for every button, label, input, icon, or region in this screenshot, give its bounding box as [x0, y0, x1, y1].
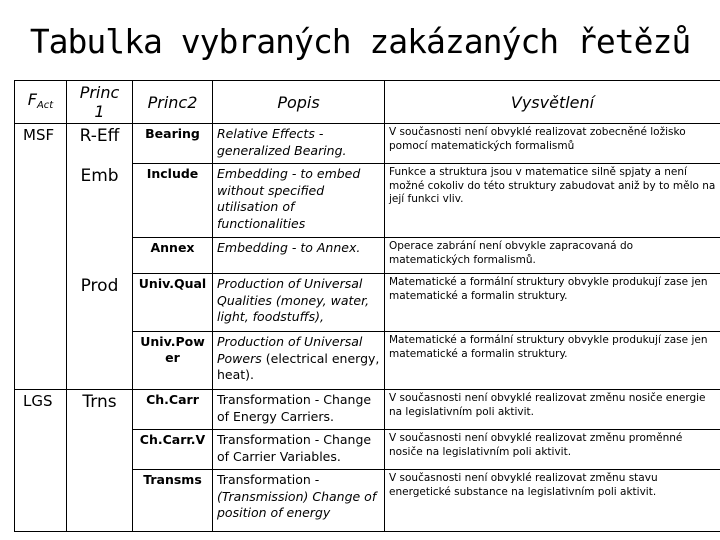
- header-princ1: Princ 1: [67, 81, 133, 124]
- cell-princ2: Include: [133, 164, 213, 238]
- popis-italic-part: (Transmission) Change of position of energy: [217, 488, 377, 520]
- cell-princ2: Ch.Carr.V: [133, 430, 213, 470]
- cell-vysvetleni: Operace zabrání není obvykle zapracovaná do matematických formalismů.: [385, 238, 720, 274]
- header-princ2: Princ2: [133, 81, 213, 124]
- cell-princ1: [67, 238, 133, 274]
- header-fact-main: F: [27, 89, 37, 109]
- cell-princ1: [67, 430, 133, 470]
- slide-title: Tabulka vybraných zakázaných řetězů: [29, 22, 691, 61]
- cell-fact: [15, 430, 67, 470]
- table-row: [15, 430, 720, 470]
- cell-princ2: Univ.Qual: [133, 274, 213, 332]
- cell-princ2: Ch.Carr: [133, 390, 213, 430]
- cell-fact: [15, 164, 67, 238]
- cell-princ2: Bearing: [133, 124, 213, 164]
- cell-fact: [15, 332, 67, 390]
- cell-vysvetleni: Funkce a struktura jsou v matematice silně spjaty a není možné cokoliv do této struktury zabudovat aniž by to mělo na její funkci vliv.: [385, 164, 720, 238]
- table-row: [15, 274, 720, 332]
- table-row: [15, 124, 720, 164]
- cell-fact: [15, 470, 67, 532]
- header-popis: Popis: [213, 81, 385, 124]
- cell-vysvetleni: V současnosti není obvyklé realizovat změnu nosiče energie na legislativním poli aktivit.: [385, 390, 720, 430]
- cell-vysvetleni: Matematické a formální struktury obvykle produkují zase jen matematické a formalin struktury.: [385, 274, 720, 332]
- cell-popis: Transformation - Change of Carrier Variables.: [213, 430, 385, 470]
- cell-princ1: Prod: [67, 274, 133, 332]
- cell-popis: [213, 332, 385, 390]
- table-row: [15, 470, 720, 532]
- popis-normal-part: (electrical energy, heat).: [217, 350, 380, 382]
- header-fact-subscript: Act: [36, 99, 54, 111]
- cell-princ2: Annex: [133, 238, 213, 274]
- cell-princ1: Emb: [67, 164, 133, 238]
- cell-princ1: [67, 470, 133, 532]
- cell-princ1: R-Eff: [67, 124, 133, 164]
- table-row: [15, 390, 720, 430]
- cell-princ1: Trns: [67, 390, 133, 430]
- cell-popis: [213, 470, 385, 532]
- cell-vysvetleni: V současnosti není obvyklé realizovat zobecněné ložisko pomocí matematických formalismů: [385, 124, 720, 164]
- cell-princ2: Transms: [133, 470, 213, 532]
- cell-vysvetleni: V současnosti není obvyklé realizovat změnu proměnné nosiče na legislativním poli aktivit.: [385, 430, 720, 470]
- cell-princ1: [67, 332, 133, 390]
- table-header-row: [15, 81, 720, 124]
- cell-fact: MSF: [15, 124, 67, 164]
- cell-popis: Embedding - to Annex.: [213, 238, 385, 274]
- table-row: [15, 164, 720, 238]
- cell-popis: Relative Effects - generalized Bearing.: [213, 124, 385, 164]
- popis-normal-part: Transformation -: [217, 472, 320, 487]
- forbidden-chains-table: [14, 80, 720, 532]
- cell-vysvetleni: V současnosti není obvyklé realizovat změnu stavu energetické substance na legislativním poli aktivit.: [385, 470, 720, 532]
- cell-popis: Production of Universal Qualities (money, water, light, foodstuffs),: [213, 274, 385, 332]
- header-fact: [15, 81, 67, 124]
- table-row: [15, 238, 720, 274]
- cell-vysvetleni: Matematické a formální struktury obvykle produkují zase jen matematické a formalin struktury.: [385, 332, 720, 390]
- popis-italic-part: Production of Universal Powers: [217, 334, 363, 366]
- header-vysvetleni: Vysvětlení: [385, 81, 720, 124]
- cell-princ2: Univ.Pow er: [133, 332, 213, 390]
- table-row: [15, 332, 720, 390]
- cell-fact: LGS: [15, 390, 67, 430]
- cell-fact: [15, 238, 67, 274]
- cell-fact: [15, 274, 67, 332]
- cell-popis: Transformation - Change of Energy Carriers.: [213, 390, 385, 430]
- cell-popis: Embedding - to embed without specified utilisation of functionalities: [213, 164, 385, 238]
